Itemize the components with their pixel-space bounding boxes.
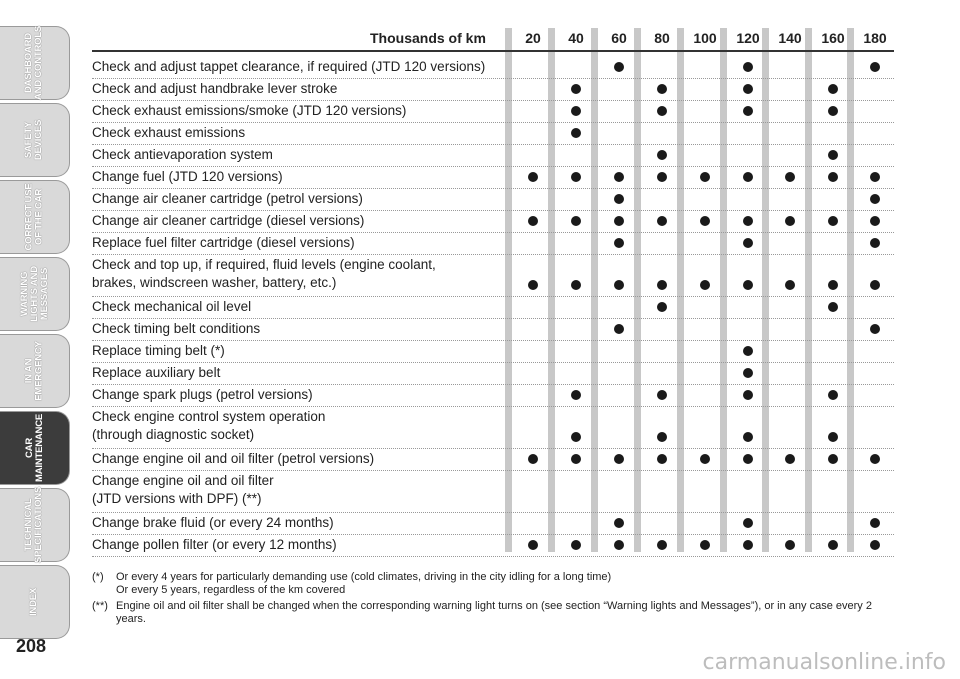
- row-label: Check exhaust emissions: [92, 125, 246, 140]
- table-row: [92, 254, 894, 297]
- section-tab-label: INDEX: [28, 587, 40, 617]
- table-row: [92, 384, 894, 407]
- header-rule: [92, 50, 894, 52]
- row-label: Change spark plugs (petrol versions): [92, 387, 313, 402]
- service-dot-120: [743, 432, 753, 442]
- service-dot-80: [657, 84, 667, 94]
- service-dot-160: [828, 84, 838, 94]
- service-dot-100: [700, 172, 710, 182]
- service-dot-60: [614, 172, 624, 182]
- section-tab-label: TECHNICAL SPECIFICATIONS: [23, 486, 45, 564]
- column-header-80: 80: [654, 30, 670, 46]
- service-dot-60: [614, 62, 624, 72]
- service-dot-80: [657, 540, 667, 550]
- row-label: Check and adjust handbrake lever stroke: [92, 81, 338, 96]
- service-dot-120: [743, 62, 753, 72]
- page-number: 208: [16, 636, 47, 656]
- table-row: [92, 318, 894, 341]
- service-dot-40: [571, 84, 581, 94]
- footnote: [92, 600, 892, 626]
- column-header-120: 120: [736, 30, 760, 46]
- service-dot-180: [870, 62, 880, 72]
- service-dot-60: [614, 280, 624, 290]
- service-dot-140: [785, 172, 795, 182]
- service-dot-40: [571, 172, 581, 182]
- section-tab-safety-devices[interactable]: [0, 103, 70, 177]
- service-dot-20: [528, 172, 538, 182]
- footnote-text: Or every 4 years for particularly demanding use (cold climates, driving in the city idling for a long time) Or every 5 years, regardless of the km covered: [116, 571, 612, 596]
- row-label: Change brake fluid (or every 24 months): [92, 515, 334, 530]
- section-tab-label: SAFETY DEVICES: [23, 119, 45, 161]
- service-dot-60: [614, 324, 624, 334]
- service-dot-60: [614, 540, 624, 550]
- service-dot-160: [828, 432, 838, 442]
- column-header-160: 160: [821, 30, 845, 46]
- service-dot-180: [870, 280, 880, 290]
- service-dot-180: [870, 518, 880, 528]
- service-dot-180: [870, 324, 880, 334]
- row-label: Check timing belt conditions: [92, 321, 261, 336]
- service-dot-120: [743, 368, 753, 378]
- service-dot-80: [657, 106, 667, 116]
- service-dot-160: [828, 540, 838, 550]
- service-dot-80: [657, 454, 667, 464]
- table-row: [92, 122, 894, 145]
- footnotes: [92, 571, 892, 629]
- service-dot-160: [828, 280, 838, 290]
- footnote-text: Engine oil and oil filter shall be changed when the corresponding warning light turns on (see section “Warning lights and Messages”), or in any case every 2 years.: [116, 600, 872, 625]
- row-label: Check and adjust tappet clearance, if required (JTD 120 versions): [92, 59, 486, 74]
- service-dot-40: [571, 128, 581, 138]
- service-dot-120: [743, 106, 753, 116]
- table-row: [92, 340, 894, 363]
- table-row: [92, 362, 894, 385]
- section-tab-car-maintenance[interactable]: [0, 411, 70, 485]
- service-dot-40: [571, 216, 581, 226]
- service-dot-60: [614, 194, 624, 204]
- section-tab-index[interactable]: [0, 565, 70, 639]
- section-tab-in-an-emergency[interactable]: [0, 334, 70, 408]
- column-header-100: 100: [693, 30, 717, 46]
- service-dot-40: [571, 106, 581, 116]
- service-dot-120: [743, 172, 753, 182]
- row-label: Replace fuel filter cartridge (diesel versions): [92, 235, 355, 250]
- row-label: Check mechanical oil level: [92, 299, 252, 314]
- service-dot-80: [657, 390, 667, 400]
- footnote-mark: (**): [92, 600, 108, 612]
- service-dot-80: [657, 216, 667, 226]
- section-tab-label: WARNING LIGHTS AND MESSAGES: [18, 266, 50, 322]
- service-dot-100: [700, 540, 710, 550]
- table-row: [92, 470, 894, 513]
- service-dot-120: [743, 540, 753, 550]
- service-dot-20: [528, 454, 538, 464]
- service-dot-40: [571, 280, 581, 290]
- service-dot-160: [828, 172, 838, 182]
- service-dot-60: [614, 238, 624, 248]
- column-header-180: 180: [863, 30, 887, 46]
- table-row: [92, 100, 894, 123]
- section-tab-technical-specifications[interactable]: [0, 488, 70, 562]
- service-dot-120: [743, 390, 753, 400]
- row-label: Check antievaporation system: [92, 147, 273, 162]
- service-dot-80: [657, 280, 667, 290]
- service-dot-140: [785, 216, 795, 226]
- service-dot-120: [743, 346, 753, 356]
- service-dot-180: [870, 238, 880, 248]
- service-dot-140: [785, 454, 795, 464]
- service-dot-120: [743, 238, 753, 248]
- service-dot-180: [870, 194, 880, 204]
- column-header-60: 60: [611, 30, 627, 46]
- service-dot-160: [828, 216, 838, 226]
- section-tab-correct-use-of-the-car[interactable]: [0, 180, 70, 254]
- table-row: [92, 232, 894, 255]
- service-dot-180: [870, 216, 880, 226]
- service-dot-120: [743, 280, 753, 290]
- row-label: Change pollen filter (or every 12 months): [92, 537, 337, 552]
- section-tab-label: DASHBOARD AND CONTROLS: [23, 25, 45, 101]
- table-row: [92, 56, 894, 79]
- service-dot-120: [743, 216, 753, 226]
- column-header-20: 20: [525, 30, 541, 46]
- row-label: Check exhaust emissions/smoke (JTD 120 versions): [92, 103, 407, 118]
- service-dot-100: [700, 216, 710, 226]
- service-dot-80: [657, 150, 667, 160]
- section-tab-label: CAR MAINTENANCE: [23, 414, 45, 482]
- row-label: Change air cleaner cartridge (petrol versions): [92, 191, 363, 206]
- row-label: Change engine oil and oil filter (petrol versions): [92, 451, 375, 466]
- table-row: [92, 188, 894, 211]
- service-dot-40: [571, 540, 581, 550]
- row-label: Change engine oil and oil filter (JTD versions with DPF) (**): [92, 473, 274, 506]
- service-dot-180: [870, 540, 880, 550]
- table-row: [92, 512, 894, 535]
- service-dot-120: [743, 518, 753, 528]
- column-header-140: 140: [778, 30, 802, 46]
- service-dot-60: [614, 454, 624, 464]
- service-dot-140: [785, 280, 795, 290]
- service-dot-180: [870, 172, 880, 182]
- table-row: [92, 406, 894, 449]
- service-dot-100: [700, 280, 710, 290]
- service-dot-80: [657, 432, 667, 442]
- row-label: Check engine control system operation (through diagnostic socket): [92, 409, 326, 442]
- service-dot-40: [571, 432, 581, 442]
- table-row: [92, 296, 894, 319]
- watermark: carmanualsonline.info: [702, 650, 946, 675]
- footnote: [92, 571, 892, 597]
- service-dot-80: [657, 302, 667, 312]
- service-dot-160: [828, 454, 838, 464]
- service-dot-120: [743, 454, 753, 464]
- section-tab-dashboard-and-controls[interactable]: [0, 26, 70, 100]
- service-dot-160: [828, 150, 838, 160]
- service-dot-140: [785, 540, 795, 550]
- service-dot-180: [870, 454, 880, 464]
- row-label: Change fuel (JTD 120 versions): [92, 169, 283, 184]
- row-label: Check and top up, if required, fluid levels (engine coolant, brakes, windscreen washer, battery, etc.): [92, 257, 436, 290]
- table-row: [92, 144, 894, 167]
- service-dot-20: [528, 280, 538, 290]
- section-tab-warning-lights-and-messages[interactable]: [0, 257, 70, 331]
- table-row: [92, 448, 894, 471]
- service-dot-60: [614, 216, 624, 226]
- table-row: [92, 534, 894, 557]
- service-dot-160: [828, 390, 838, 400]
- service-dot-120: [743, 84, 753, 94]
- service-dot-40: [571, 454, 581, 464]
- service-dot-160: [828, 302, 838, 312]
- service-dot-80: [657, 172, 667, 182]
- row-label: Change air cleaner cartridge (diesel versions): [92, 213, 365, 228]
- service-dot-100: [700, 454, 710, 464]
- table-header-title: Thousands of km: [370, 30, 486, 46]
- service-dot-40: [571, 390, 581, 400]
- service-dot-60: [614, 518, 624, 528]
- service-dot-20: [528, 540, 538, 550]
- row-label: Replace auxiliary belt: [92, 365, 221, 380]
- service-dot-20: [528, 216, 538, 226]
- table-row: [92, 78, 894, 101]
- section-tab-label: CORRECT USE OF THE CAR: [23, 183, 45, 251]
- table-row: [92, 210, 894, 233]
- column-header-40: 40: [568, 30, 584, 46]
- section-tab-label: IN AN EMERGENCY: [23, 341, 45, 401]
- row-label: Replace timing belt (*): [92, 343, 225, 358]
- table-row: [92, 166, 894, 189]
- footnote-mark: (*): [92, 571, 104, 583]
- service-dot-160: [828, 106, 838, 116]
